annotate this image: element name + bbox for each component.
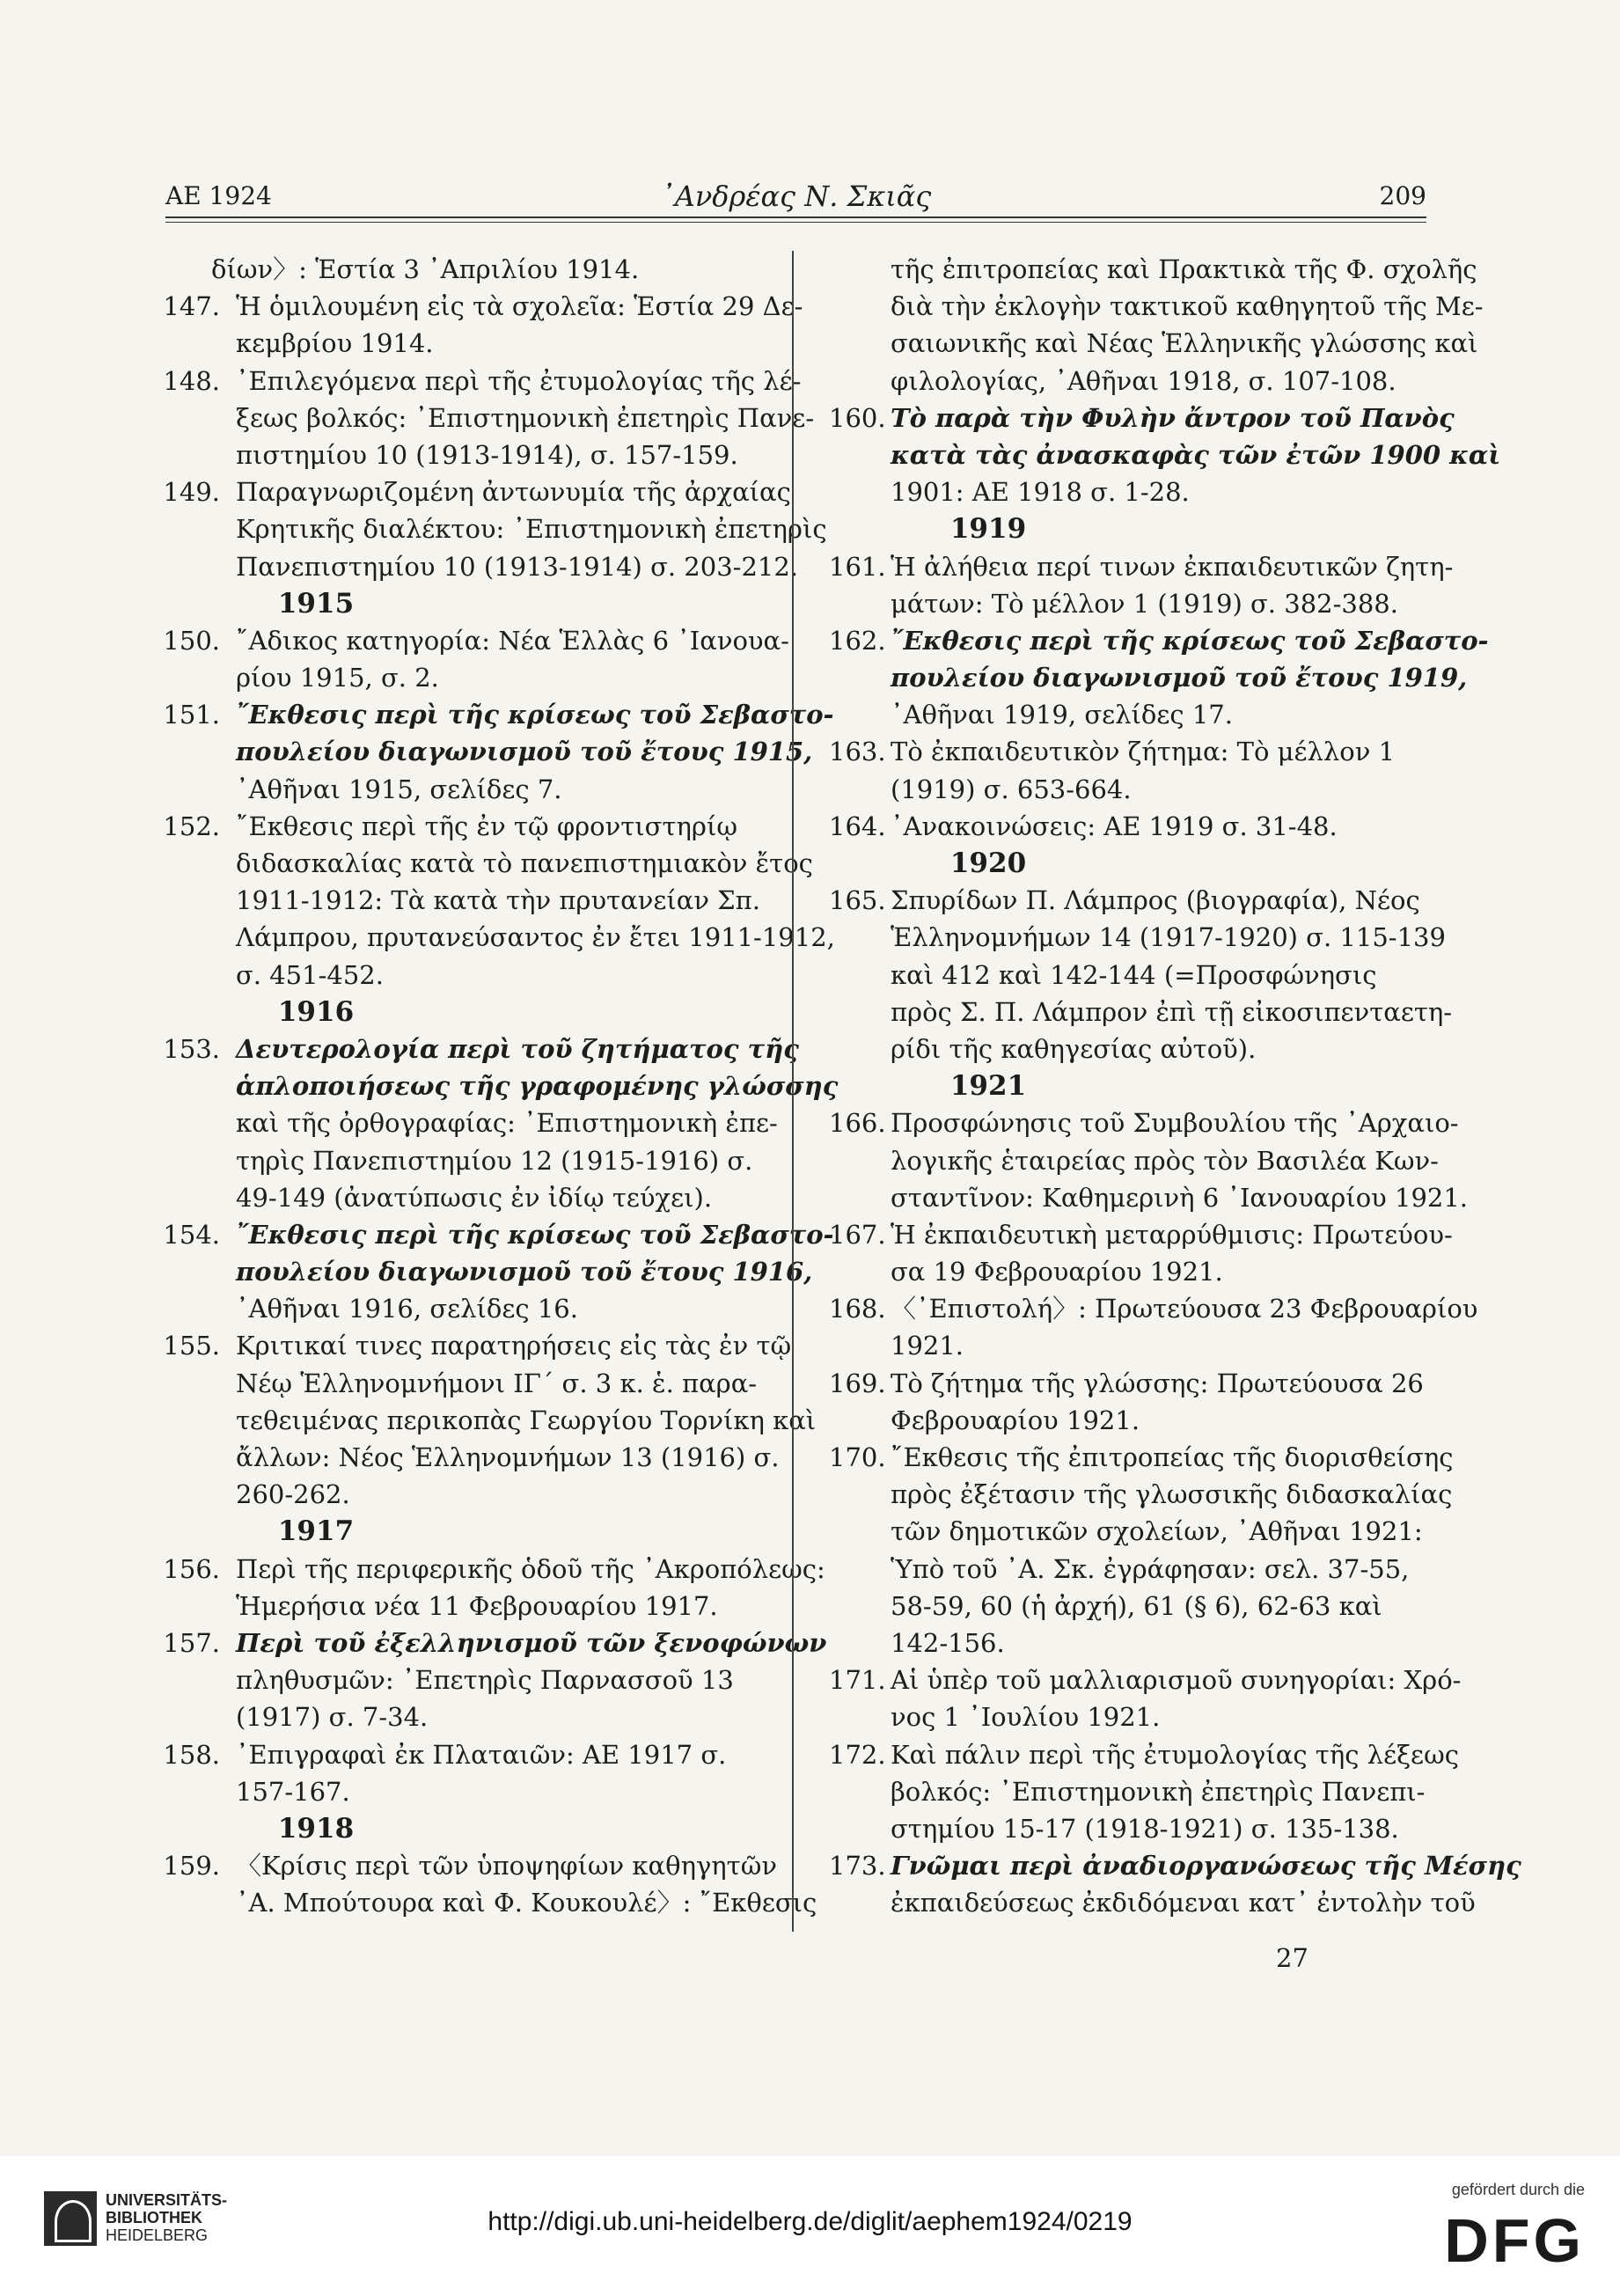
entry-continuation: [829, 1179, 1469, 1216]
entry-text: Δευτερολογία περὶ τοῦ ζητήματος τῆς: [236, 1033, 799, 1064]
entry-continuation: [158, 1698, 764, 1735]
entry-continuation: [829, 363, 1420, 400]
entry-text: ἐκπαιδεύσεως ἐκδιδόμεναι κατ᾿ ἐντολὴν τοῦ: [891, 1888, 1476, 1918]
entry-line: [829, 1104, 1459, 1141]
entry-number: 159.: [163, 1851, 220, 1882]
entry-number: 166.: [829, 1108, 886, 1139]
entry-line: [158, 1327, 792, 1364]
entry-text: βολκός: ᾿Επιστημονικὴ ἐπετηρὶς Πανεπι-: [891, 1776, 1426, 1807]
entry-continuation: [829, 994, 1453, 1031]
year-heading: 1919: [949, 513, 1027, 546]
journal-ref: ΑΕ 1924: [165, 181, 272, 210]
entry-text: 260-262.: [236, 1479, 350, 1510]
entry-continuation: [158, 882, 764, 919]
entry-text: Αἱ ὑπὲρ τοῦ μαλλιαρισμοῦ συνηγορίαι: Χρό-: [891, 1665, 1462, 1696]
entry-text: Ἡμερήσια νέα 11 Φεβρουαρίου 1917.: [236, 1590, 718, 1621]
entry-text: Τὸ παρὰ τὴν Φυλὴν ἄντρον τοῦ Πανὸς: [891, 402, 1455, 433]
entry-continuation: [158, 1365, 764, 1402]
entry-continuation: [829, 1402, 1420, 1439]
entry-text: ῎Εκθεσις περὶ τῆς κρίσεως τοῦ Σεβαστο-: [236, 1219, 834, 1250]
entry-continuation: [158, 1439, 780, 1476]
entry-line: [158, 808, 764, 845]
entry-text: πουλείου διαγωνισμοῦ τοῦ ἔτους 1915,: [236, 737, 813, 767]
entry-number: 163.: [829, 737, 886, 767]
entry-text: Κριτικαί τινες παρατηρήσεις εἰς τὰς ἐν τῷ: [236, 1331, 792, 1361]
entry-number: 170.: [829, 1442, 886, 1472]
entry-continuation: [829, 696, 1420, 733]
entry-continuation: [829, 1551, 1420, 1588]
entry-text: 1921.: [891, 1331, 964, 1361]
entry-continuation: [158, 1402, 817, 1439]
entry-line: [158, 1847, 777, 1884]
entry-line: [829, 1365, 1424, 1402]
entry-text: 157-167.: [236, 1776, 350, 1807]
entry-line: [158, 1736, 764, 1773]
entry-text: ᾿Ανακοινώσεις: ΑΕ 1919 σ. 31-48.: [891, 811, 1338, 841]
entry-text: Ὑπὸ τοῦ ᾿Α. Σκ. ἐγράφησαν: σελ. 37-55,: [891, 1553, 1410, 1584]
column-divider: [792, 251, 794, 1932]
entry-text: Τὸ ἐκπαιδευτικὸν ζήτημα: Τὸ μέλλον 1: [891, 737, 1396, 767]
header-rule-thin: [165, 222, 1426, 223]
entry-continuation: [158, 400, 815, 436]
entry-text: τῆς ἐπιτροπείας καὶ Πρακτικὰ τῆς Φ. σχολῆς: [891, 254, 1477, 284]
entry-text: ᾿Αθῆναι 1916, σελίδες 16.: [236, 1294, 578, 1324]
entry-text: Ἑλληνομνήμων 14 (1917-1920) σ. 115-139: [891, 922, 1446, 953]
entry-continuation: [158, 1588, 764, 1625]
header-rule: [165, 216, 1426, 218]
entry-number: 164.: [829, 811, 886, 841]
entry-number: 148.: [163, 365, 220, 396]
library-name: UNIVERSITÄTS- BIBLIOTHEK HEIDELBERG: [106, 2191, 228, 2244]
entry-number: 154.: [163, 1219, 220, 1250]
entry-continuation: [829, 1513, 1423, 1550]
entry-continuation: [829, 1884, 1476, 1921]
entry-text: διδασκαλίας κατὰ τὸ πανεπιστημιακὸν ἔτος: [236, 848, 813, 878]
entry-continuation: [158, 845, 813, 882]
entry-text: Σπυρίδων Π. Λάμπρος (βιογραφία), Νέος: [891, 885, 1420, 916]
entry-continuation: [829, 1031, 1420, 1067]
entry-number: 147.: [163, 291, 220, 322]
entry-text: πρὸς ἐξέτασιν τῆς γλωσσικῆς διδασκαλίας: [891, 1479, 1453, 1510]
entry-number: 167.: [829, 1219, 886, 1250]
year-heading: 1915: [277, 587, 355, 620]
entry-number: 152.: [163, 811, 220, 841]
entry-text: καὶ 412 καὶ 142-144 (=Προσφώνησις: [891, 959, 1377, 990]
entry-line: [158, 1031, 799, 1067]
entry-line: [829, 733, 1420, 770]
funding-note: gefördert durch die: [1451, 2181, 1585, 2198]
entry-line: [829, 1661, 1462, 1698]
entry-continuation: [829, 473, 1420, 510]
entry-line: [158, 1216, 834, 1253]
author-title: ᾿Ανδρέας Ν. Σκιᾶς: [660, 180, 932, 213]
entry-text: νος 1 ᾿Ιουλίου 1921.: [891, 1702, 1161, 1733]
entry-text: σαιωνικῆς καὶ Νέας Ἑλληνικῆς γλώσσης καὶ: [891, 328, 1478, 359]
entry-continuation: [158, 1290, 764, 1327]
entry-text: 1901: ΑΕ 1918 σ. 1-28.: [891, 477, 1190, 508]
entry-text: ῎Εκθεσις περὶ τῆς ἐν τῷ φροντιστηρίῳ: [236, 811, 737, 841]
entry-text: ᾿Επιγραφαὶ ἐκ Πλαταιῶν: ΑΕ 1917 σ.: [236, 1739, 727, 1770]
page-number: 209: [1379, 181, 1426, 210]
entry-number: 169.: [829, 1368, 886, 1398]
entry-text: ᾿Επιλεγόμενα περὶ τῆς ἐτυμολογίας τῆς λέ-: [236, 365, 802, 396]
entry-text: στημίου 15-17 (1918-1921) σ. 135-138.: [891, 1813, 1399, 1844]
entry-text: ξεως βολκός: ᾿Επιστημονικὴ ἐπετηρὶς Πανε-: [236, 402, 815, 433]
entry-continuation: [829, 659, 1468, 696]
entry-number: 150.: [163, 625, 220, 656]
entry-continuation: [158, 1253, 813, 1290]
entry-continuation: [158, 1179, 764, 1216]
entry-text: Φεβρουαρίου 1921.: [891, 1405, 1140, 1435]
year-heading: 1921: [949, 1070, 1027, 1103]
entry-number: 162.: [829, 625, 886, 656]
right-column: [829, 251, 1521, 1921]
entry-text: ῎Αδικος κατηγορία: Νέα Ἑλλὰς 6 ᾿Ιανουα-: [236, 625, 789, 656]
entry-text: πουλείου διαγωνισμοῦ τοῦ ἔτους 1919,: [891, 663, 1468, 693]
entry-line: [829, 1439, 1454, 1476]
entry-continuation: [829, 1773, 1426, 1810]
entry-number: 157.: [163, 1627, 220, 1658]
entry-continuation: [158, 548, 799, 585]
entry-text: κατὰ τὰς ἀνασκαφὰς τῶν ἐτῶν 1900 καὶ: [891, 439, 1501, 470]
entry-text: σ. 451-452.: [236, 959, 384, 990]
entry-text: πιστημίου 10 (1913-1914), σ. 157-159.: [236, 439, 738, 470]
entry-continuation: [158, 1104, 778, 1141]
entry-text: Πανεπιστημίου 10 (1913-1914) σ. 203-212.: [236, 551, 799, 582]
entry-line: [829, 622, 1489, 659]
entry-line: [829, 1216, 1453, 1253]
entry-line: [158, 288, 803, 325]
entry-line: [158, 1625, 827, 1661]
entry-line: [829, 1847, 1521, 1884]
footer-bar: [0, 2156, 1620, 2296]
permalink-url[interactable]: http://digi.ub.uni-heidelberg.de/diglit/aephem1924/0219: [487, 2207, 1133, 2236]
entry-line: [829, 1290, 1478, 1327]
entry-text: τεθειμένας περικοπὰς Γεωργίου Τορνίκη καὶ: [236, 1405, 817, 1435]
running-header: [165, 174, 1426, 218]
entry-text: ἁπλοποιήσεως τῆς γραφομένης γλώσσης: [236, 1071, 839, 1102]
entry-text: ῎Εκθεσις περὶ τῆς κρίσεως τοῦ Σεβαστο-: [891, 625, 1489, 656]
entry-continuation: [829, 957, 1420, 994]
entry-text: (1919) σ. 653-664.: [891, 774, 1132, 804]
entry-text: μάτων: Τὸ μέλλον 1 (1919) σ. 382-388.: [891, 588, 1398, 619]
entry-continuation: [829, 771, 1420, 808]
entry-text: ἄλλων: Νέος Ἑλληνομνήμων 13 (1916) σ.: [236, 1442, 780, 1472]
entry-continuation: [158, 1067, 839, 1104]
entry-text: Περὶ τῆς περιφερικῆς ὁδοῦ τῆς ᾿Ακροπόλεως:: [236, 1553, 825, 1584]
entry-text: 〈Κρίσις περὶ τῶν ὑποψηφίων καθηγητῶν: [236, 1851, 777, 1882]
entry-continuation: [829, 1698, 1420, 1735]
entry-line: [829, 400, 1455, 436]
entry-text: ρίου 1915, σ. 2.: [236, 663, 439, 693]
entry-continuation: [829, 436, 1501, 473]
year-heading: 1920: [949, 847, 1027, 879]
entry-text: ᾿Αθῆναι 1919, σελίδες 17.: [891, 700, 1233, 730]
entry-text: τῶν δημοτικῶν σχολείων, ᾿Αθῆναι 1921:: [891, 1516, 1423, 1547]
entry-text: 142-156.: [891, 1627, 1005, 1658]
entry-continuation: [158, 1661, 764, 1698]
entry-text: Λάμπρου, πρυτανεύσαντος ἐν ἔτει 1911-1912,: [236, 922, 835, 953]
entry-text: λογικῆς ἑταιρείας πρὸς τὸν Βασιλέα Κων-: [891, 1145, 1439, 1176]
entry-number: 161.: [829, 551, 886, 582]
entry-text: Ἡ ἐκπαιδευτικὴ μεταρρύθμισις: Πρωτεύου-: [891, 1219, 1453, 1250]
entry-text: δίων〉: Ἑστία 3 ᾿Απριλίου 1914.: [211, 254, 640, 284]
entry-text: Καὶ πάλιν περὶ τῆς ἐτυμολογίας τῆς λέξεως: [891, 1739, 1459, 1770]
entry-number: 151.: [163, 700, 220, 730]
entry-continuation: [829, 288, 1484, 325]
entry-continuation: [158, 251, 764, 288]
entry-continuation: [829, 1625, 1420, 1661]
entry-line: [829, 808, 1420, 845]
entry-text: Περὶ τοῦ ἐξελληνισμοῦ τῶν ξενοφώνων: [236, 1627, 827, 1658]
entry-continuation: [158, 1476, 764, 1513]
entry-text: ᾿Αθῆναι 1915, σελίδες 7.: [236, 774, 562, 804]
entry-text: Προσφώνησις τοῦ Συμβουλίου τῆς ᾿Αρχαιο-: [891, 1108, 1459, 1139]
entry-continuation: [158, 1884, 817, 1921]
entry-number: 172.: [829, 1739, 886, 1770]
entry-text: Παραγνωριζομένη ἀντωνυμία τῆς ἀρχαίας: [236, 477, 791, 508]
entry-text: 〈᾿Επιστολή〉: Πρωτεύουσα 23 Φεβρουαρίου: [891, 1294, 1478, 1324]
entry-continuation: [829, 1476, 1453, 1513]
entry-text: Γνῶμαι περὶ ἀναδιοργανώσεως τῆς Μέσης: [891, 1851, 1521, 1882]
left-column: [158, 251, 839, 1921]
entry-text: πρὸς Σ. Π. Λάμπρον ἐπὶ τῇ εἰκοσιπενταετη-: [891, 996, 1453, 1027]
entry-text: ῎Εκθεσις τῆς ἐπιτροπείας τῆς διορισθείσης: [891, 1442, 1454, 1472]
entry-text: σα 19 Φεβρουαρίου 1921.: [891, 1257, 1223, 1287]
signature-number: 27: [1276, 1943, 1308, 1973]
entry-text: ῎Εκθεσις περὶ τῆς κρίσεως τοῦ Σεβαστο-: [236, 700, 834, 730]
entry-text: τηρὶς Πανεπιστημίου 12 (1915-1916) σ.: [236, 1145, 753, 1176]
entry-number: 156.: [163, 1553, 220, 1584]
entry-continuation: [158, 919, 835, 956]
entry-line: [158, 1551, 825, 1588]
entry-text: 58-59, 60 (ἡ ἀρχή), 61 (§ 6), 62-63 καὶ: [891, 1590, 1382, 1621]
entry-continuation: [158, 325, 764, 362]
entry-number: 149.: [163, 477, 220, 508]
entry-text: κεμβρίου 1914.: [236, 328, 434, 359]
year-heading: 1917: [277, 1515, 355, 1548]
entry-text: ρίδι τῆς καθηγεσίας αὐτοῦ).: [891, 1033, 1257, 1064]
entry-number: 171.: [829, 1665, 886, 1696]
entry-line: [158, 473, 791, 510]
entry-continuation: [158, 733, 813, 770]
entry-line: [829, 1736, 1459, 1773]
entry-continuation: [158, 771, 764, 808]
entry-text: 49-149 (ἀνατύπωσις ἐν ἰδίῳ τεύχει).: [236, 1182, 713, 1213]
entry-line: [158, 622, 789, 659]
dfg-logo: DFG: [1444, 2206, 1585, 2275]
entry-number: 153.: [163, 1033, 220, 1064]
entry-text: διὰ τὴν ἐκλογὴν τακτικοῦ καθηγητοῦ τῆς Με-: [891, 291, 1484, 322]
entry-continuation: [158, 957, 764, 994]
entry-line: [829, 882, 1420, 919]
entry-number: 158.: [163, 1739, 220, 1770]
entry-text: ᾿Α. Μπούτουρα καὶ Φ. Κουκουλέ〉: ῎Εκθεσις: [236, 1888, 817, 1918]
entry-line: [158, 696, 834, 733]
entry-continuation: [158, 436, 764, 473]
entry-continuation: [829, 1253, 1420, 1290]
entry-continuation: [829, 585, 1420, 622]
entry-number: 160.: [829, 402, 886, 433]
year-heading: 1916: [277, 995, 355, 1028]
entry-text: Τὸ ζήτημα τῆς γλώσσης: Πρωτεύουσα 26: [891, 1368, 1424, 1398]
entry-continuation: [158, 510, 827, 547]
entry-number: 173.: [829, 1851, 886, 1882]
entry-text: καὶ τῆς ὀρθογραφίας: ᾿Επιστημονικὴ ἐπε-: [236, 1108, 778, 1139]
entry-text: πληθυσμῶν: ᾿Επετηρὶς Παρνασσοῦ 13: [236, 1665, 734, 1696]
entry-continuation: [158, 659, 764, 696]
entry-number: 168.: [829, 1294, 886, 1324]
entry-line: [158, 363, 802, 400]
entry-continuation: [158, 1142, 764, 1179]
entry-continuation: [829, 1327, 1420, 1364]
year-heading: 1918: [277, 1812, 355, 1845]
entry-line: [829, 548, 1454, 585]
entry-continuation: [829, 1810, 1420, 1847]
entry-text: (1917) σ. 7-34.: [236, 1702, 429, 1733]
entry-number: 165.: [829, 885, 886, 916]
entry-text: σταντῖνον: Καθημερινὴ 6 ᾿Ιανουαρίου 1921.: [891, 1182, 1469, 1213]
entry-number: 155.: [163, 1331, 220, 1361]
entry-continuation: [829, 919, 1446, 956]
entry-continuation: [829, 325, 1478, 362]
entry-continuation: [829, 251, 1477, 288]
entry-continuation: [158, 1773, 764, 1810]
entry-text: Ἡ ἀλήθεια περί τινων ἐκπαιδευτικῶν ζητη-: [891, 551, 1454, 582]
entry-text: φιλολογίας, ᾿Αθῆναι 1918, σ. 107-108.: [891, 365, 1396, 396]
entry-text: Κρητικῆς διαλέκτου: ᾿Επιστημονικὴ ἐπετηρὶς: [236, 514, 827, 545]
entry-continuation: [829, 1588, 1420, 1625]
entry-text: Νέῳ Ἑλληνομνήμονι ΙΓ΄ σ. 3 κ. ἑ. παρα-: [236, 1368, 758, 1398]
entry-text: πουλείου διαγωνισμοῦ τοῦ ἔτους 1916,: [236, 1257, 813, 1287]
entry-text: 1911-1912: Τὰ κατὰ τὴν πρυτανείαν Σπ.: [236, 885, 760, 916]
entry-text: Ἡ ὁμιλουμένη εἰς τὰ σχολεῖα: Ἑστία 29 Δε-: [236, 291, 803, 322]
entry-continuation: [829, 1142, 1439, 1179]
